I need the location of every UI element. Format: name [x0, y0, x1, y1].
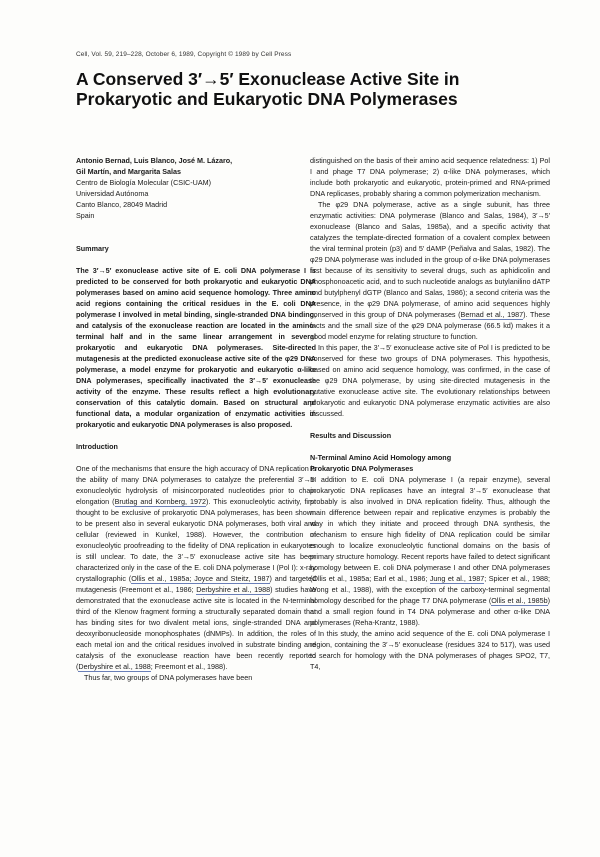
reference-link[interactable]: Ollis et al., 1985b [491, 596, 548, 605]
text-run: ) and targeted mutagenesis (Freemont et al., 1986; [76, 574, 317, 594]
reference-link[interactable]: Jung et al., 1987 [429, 574, 485, 583]
text-run: ; Freemont et al., 1988). [150, 662, 228, 671]
affiliation-line: Universidad Autónoma [76, 189, 149, 198]
subsection-heading-line-2: Prokaryotic DNA Polymerases [310, 464, 414, 473]
affiliation-line: Canto Blanco, 28049 Madrid [76, 200, 168, 209]
affiliation-line: Spain [76, 211, 95, 220]
right-paragraph-1 [310, 199, 550, 342]
affiliation-line: Centro de Biología Molecular (CSIC-UAM) [76, 178, 212, 187]
journal-citation: Cell, Vol. 59, 219–228, October 6, 1989, Copyright © 1989 by Cell Press [76, 51, 292, 58]
results-heading: Results and Discussion [310, 431, 392, 440]
article-title: A Conserved 3′→5′ Exonuclease Active Site in Prokaryotic and Eukaryotic DNA Polymerases [76, 69, 460, 109]
text-run: ) studies have demonstrated that the exonuclease active site is located in the N-terminal third of the Klenow fragment forming a structurally separated domain that has binding sites for two divalent metal ions, single-stranded DNA and deoxyribonucleoside monophosphates (dNMPs). In addition, the roles of each metal ion and the critical residues involved in substrate binding and catalysis of the exonuclease reaction have been recently reported ( [76, 585, 316, 671]
summary-heading: Summary [76, 244, 109, 253]
text-run: ) and a small region found in T4 DNA polymerase and other α-like DNA polymerases (Reha-Krantz, 1988). [310, 596, 550, 627]
author-names-line-1: Antonio Bernad, Luis Blanco, José M. Lázaro, [76, 156, 233, 165]
introduction-paragraph-1 [76, 463, 316, 672]
reference-link[interactable]: Brutlag and Kornberg, 1972 [114, 497, 206, 506]
author-names-line-2: Gil Martín, and Margarita Salas [76, 167, 182, 176]
text-run: ; Spicer et al., 1988; Wong et al., 1988), with the exception of the carboxy-terminal segmental homology described for the phage T7 DNA polymerase ( [310, 574, 550, 605]
reference-link[interactable]: Ollis et al., 1985a; Joyce and Steitz, 1987 [131, 574, 270, 583]
text-run: One of the mechanisms that ensure the high accuracy of DNA replication is the ability of many DNA polymerases to catalyze the preferential 3′→5′ exonucleolytic hydrolysis of misincorporated nucleotides prior to chain elongation ( [76, 464, 316, 506]
right-column [310, 155, 550, 672]
text-run: In addition to E. coli DNA polymerase I (a repair enzyme), several prokaryotic DNA replicases have an integral 3′→5′ exonuclease that probably is also involved in DNA replication fidelity. Thus, although the main difference between repair and replicative enzymes is probably the way in which they initiate and proceed through DNA synthesis, the mechanism to ensure high fidelity of DNA replication could be similar enough to localize exonucleolytic functional domains on the basis of primary structure homology. Recent reports have failed to detect significant homology between E. coli DNA polymerase I and other DNA polymerases (Ollis et al., 1985a; Earl et al., 1986; [310, 475, 550, 583]
reference-link[interactable]: Bernad et al., 1987 [460, 310, 524, 319]
right-paragraph-0: distinguished on the basis of their amino acid sequence relatedness: 1) Pol I and phage T7 DNA polymerase; 2) α-like DNA polymerases, which include both prokaryotic and eukaryotic, protein-primed and RNA-primed DNA replicases, probably sharing a common polymerization mechanism. [310, 156, 550, 198]
right-paragraph-2: In this paper, the 3′→5′ exonuclease active site of Pol I is predicted to be conserved for these two groups of DNA polymerases. This hypothesis, based on amino acid sequence homology, was confirmed, in the case of the φ29 DNA polymerase, by using site-directed mutagenesis in the putative exonuclease active site. The evolutionary relationships between prokaryotic and eukaryotic DNA polymerase enzymatic activities are also discussed. [310, 343, 550, 418]
left-column [76, 155, 316, 683]
text-run: ). These facts and the small size of the φ29 DNA polymerase (66.5 kd) makes it a good model enzyme for relating structure to function. [310, 310, 550, 341]
text-run: ). This exonucleolytic activity, first thought to be exclusive of prokaryotic DNA polymerases, has been shown to be present also in several eukaryotic DNA polymerases, both viral and cellular (reviewed in Kunkel, 1988). However, the contribution of exonucleolytic proofreading to the fidelity of DNA replication in eukaryotes is still unclear. To date, the 3′→5′ exonuclease active site has been characterized only in the case of the E. coli DNA polymerase I (Pol I): x-ray crystallographic ( [76, 497, 317, 583]
text-run: The φ29 DNA polymerase, active as a single subunit, has three enzymatic activities: DNA polymerase (Blanco and Salas, 1984), 3′→5′ exonuclease (Blanco and Salas, 1985a), and a specific activity that catalyzes the template-directed formation of a covalent complex between the viral terminal protein (p3) and 5′ dAMP (Peñalva and Salas, 1982). The φ29 DNA polymerase was included in the group of α-like DNA polymerases first because of its sensitivity to several drugs, such as aphidicolin and phosphonoacetic acid, and to such nucleotide analogs as butylanilino dATP and butylphenyl dGTP (Blanco and Salas, 1986); a second criteria was the presence, in the φ29 DNA polymerase, of amino acid sequences highly conserved in this group of DNA polymerases ( [310, 200, 550, 319]
subsection-heading-line-1: N-Terminal Amino Acid Homology among [310, 453, 452, 462]
introduction-heading: Introduction [76, 442, 118, 451]
reference-link[interactable]: Derbyshire et al., 1988 [196, 585, 271, 594]
reference-link[interactable]: Derbyshire et al., 1988 [78, 662, 151, 671]
introduction-paragraph-2: Thus far, two groups of DNA polymerases have been [84, 673, 253, 682]
summary-text: The 3′→5′ exonuclease active site of E. coli DNA polymerase I is predicted to be conserved for both prokaryotic and eukaryotic DNA polymerases based on amino acid sequence homology. Three amino acid regions containing the critical residues in the E. coli DNA polymerase I involved in metal binding, single-stranded DNA binding, and catalysis of the exonuclease reaction are located in the amino-terminal half and in the same linear arrangement in several prokaryotic and eukaryotic DNA polymerases. Site-directed mutagenesis at the predicted exonuclease active site of the φ29 DNA polymerase, a model enzyme for prokaryotic and eukaryotic α-like DNA polymerases, specifically inactivated the 3′→5′ exonuclease activity of the enzyme. These results reflect a high evolutionary conservation of this catalytic domain. Based on structural and functional data, a modular organization of enzymatic activities in prokaryotic and eukaryotic DNA polymerases is also proposed. [76, 266, 316, 429]
right-paragraph-4: In this study, the amino acid sequence of the E. coli DNA polymerase I region, containing the 3′→5′ exonuclease (residues 324 to 517), was used to search for homology with the DNA polymerases of phages SPO2, T7, T4, [310, 629, 550, 671]
right-paragraph-3 [310, 474, 550, 628]
